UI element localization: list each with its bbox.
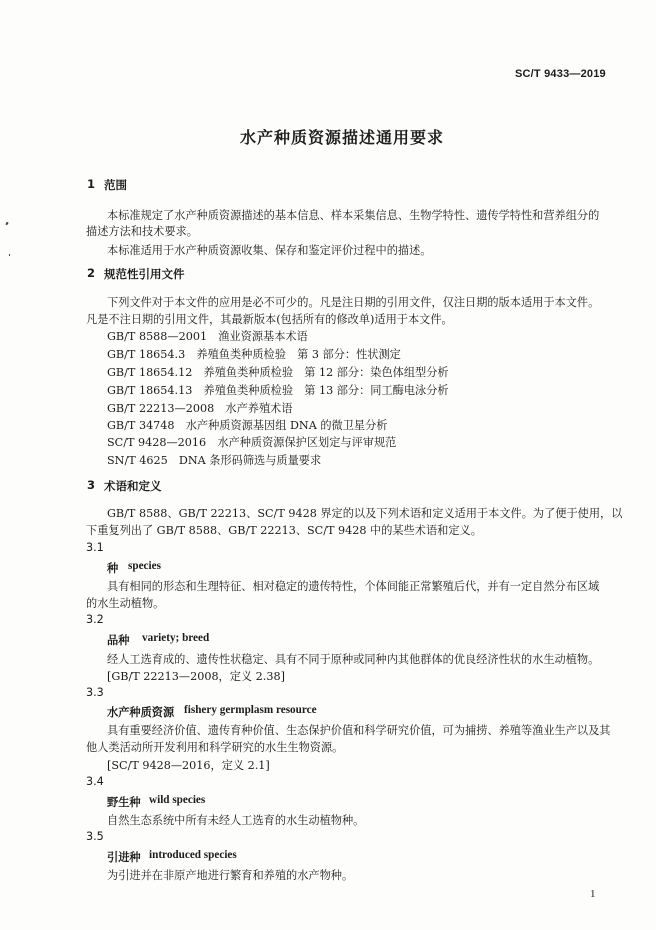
term-english: fishery germplasm resource	[184, 704, 317, 716]
term-definition-line-1: 具有相同的形态和生理特征、相对稳定的遗传特性，个体间能正常繁殖后代，并有一定自然分布区域	[107, 580, 600, 593]
section-1-title: 范围	[104, 178, 127, 192]
page-number: 1	[590, 888, 596, 900]
scan-mark	[9, 254, 10, 256]
section-2-para-1-line-1: 下列文件对于本文件的应用是必不可少的。凡是注日期的引用文件，仅注日期的版本适用于本文件。	[107, 296, 600, 309]
term-chinese: 品种	[107, 634, 130, 647]
term-definition-line-1: 自然生态系统中所有未经人工选育的水生动植物种。	[107, 814, 365, 827]
term-number: 3.1	[86, 541, 104, 554]
section-3-para-1-line-2: 下重复列出了 GB/T 8588、GB/T 22213、SC/T 9428 中的某些术语和定义。	[86, 524, 482, 537]
term-definition-line-1: 为引进并在非原产地进行繁育和养殖的水产物种。	[107, 869, 354, 882]
term-english: wild species	[149, 794, 206, 806]
reference-item: SC/T 9428—2016 水产种质资源保护区划定与评审规范	[107, 436, 397, 449]
term-english: variety; breed	[142, 632, 210, 644]
section-3-para-1-line-1: GB/T 8588、GB/T 22213、SC/T 9428 界定的以及下列术语和定义适用于本文件。为了便于使用，以	[107, 507, 623, 520]
term-chinese: 水产种质资源	[107, 706, 175, 719]
section-3-title: 术语和定义	[104, 479, 162, 493]
document-title: 水产种质资源描述通用要求	[240, 128, 445, 147]
section-2-para-1-line-2: 凡是不注日期的引用文件，其最新版本(包括所有的修改单)适用于本文件。	[86, 313, 453, 326]
term-chinese: 野生种	[107, 796, 141, 809]
term-definition-line-2: 他人类活动所开发利用和科学研究的水生生物资源。	[86, 741, 344, 754]
section-2-number: 2	[87, 266, 96, 280]
reference-item: SN/T 4625 DNA 条形码筛选与质量要求	[107, 454, 322, 467]
reference-item: GB/T 18654.3 养殖鱼类种质检验 第 3 部分：性状测定	[107, 348, 401, 361]
term-definition-line-1: 经人工选育成的、遗传性状稳定、具有不同于原种或同种内其他群体的优良经济性状的水生动植物。	[107, 653, 600, 666]
section-1-para-1-line-2: 描述方法和技术要求。	[86, 225, 198, 238]
term-source: [SC/T 9428—2016，定义 2.1]	[107, 759, 270, 772]
term-english: introduced species	[149, 849, 237, 861]
reference-item: GB/T 34748 水产种质资源基因组 DNA 的微卫星分析	[107, 419, 388, 432]
term-definition-line-1: 具有重要经济价值、遗传育种价值、生态保护价值和科学研究价值，可为捕捞、养殖等渔业生产以及其	[107, 724, 611, 737]
term-chinese: 种	[107, 562, 119, 575]
term-source: [GB/T 22213—2008，定义 2.38]	[107, 670, 285, 683]
section-2-title: 规范性引用文件	[104, 267, 185, 281]
term-chinese: 引进种	[107, 851, 141, 864]
scan-mark	[5, 222, 8, 226]
section-3-number: 3	[87, 478, 96, 492]
term-number: 3.5	[86, 830, 104, 843]
reference-item: GB/T 22213—2008 水产养殖术语	[107, 402, 293, 415]
section-1-number: 1	[87, 177, 96, 191]
reference-item: GB/T 8588—2001 渔业资源基本术语	[107, 330, 308, 343]
term-definition-line-2: 的水生动植物。	[86, 597, 165, 610]
reference-item: GB/T 18654.12 养殖鱼类种质检验 第 12 部分：染色体组型分析	[107, 366, 449, 379]
term-number: 3.3	[86, 686, 104, 699]
term-number: 3.2	[86, 613, 104, 626]
term-number: 3.4	[86, 775, 104, 788]
term-english: species	[128, 560, 161, 572]
section-1-para-1-line-1: 本标准规定了水产种质资源描述的基本信息、样本采集信息、生物学特性、遗传学特性和营养组分的	[107, 209, 600, 222]
section-1-para-2: 本标准适用于水产种质资源收集、保存和鉴定评价过程中的描述。	[107, 244, 432, 257]
reference-item: GB/T 18654.13 养殖鱼类种质检验 第 13 部分：同工酶电泳分析	[107, 384, 449, 397]
standard-code: SC/T 9433—2019	[515, 68, 606, 80]
